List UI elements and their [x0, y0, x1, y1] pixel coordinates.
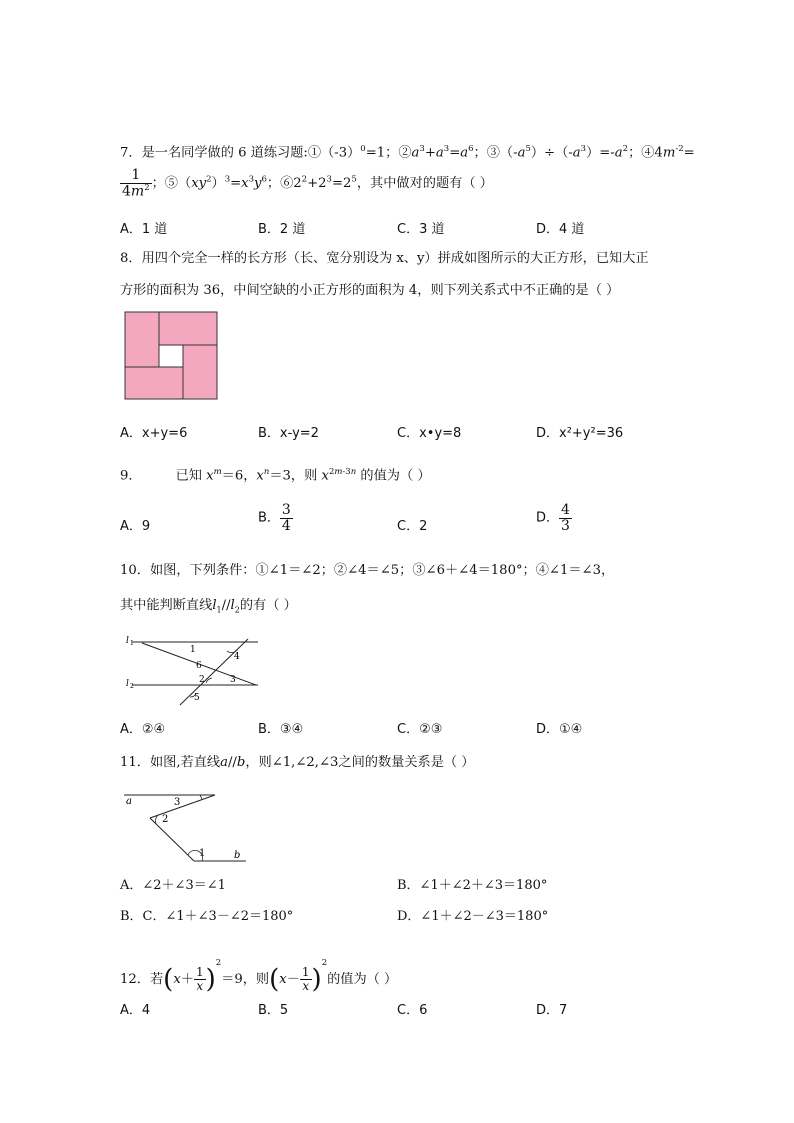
q12-option-d: D．7 — [536, 1003, 568, 1018]
q7-tail: ，其中做对的题有（ ） — [356, 176, 493, 192]
q9-option-b-frac — [280, 503, 293, 533]
q11-option-a: A．∠2＋∠3＝∠1 — [120, 878, 226, 893]
q8-rect-left — [125, 312, 159, 367]
q12-option-b: B．5 — [258, 1003, 289, 1018]
q9-option-b-label: B． — [258, 510, 280, 526]
q7-item3-eq: ）=- — [586, 145, 615, 161]
q7-item2: ② — [398, 145, 412, 161]
q7-item6: ；⑥2 — [266, 176, 302, 192]
q11-angle-3: 3 — [174, 797, 181, 808]
q11-option-d: D．∠1＋∠2－∠3＝180° — [397, 909, 549, 924]
q11-line-a: 11．如图,若直线 — [120, 755, 221, 770]
q8-option-b: B．x-y=2 — [258, 426, 319, 441]
q7-item4: ④4 — [641, 145, 663, 161]
q10-angle-5: 5 — [194, 693, 200, 703]
q11-segment-upper — [150, 795, 215, 818]
q8-option-a: A．x+y=6 — [120, 426, 188, 441]
q9-option-d-label: D． — [536, 510, 560, 526]
q11-line: 11．如图,若直线a//b，则∠1,∠2,∠3之间的数量关系是（ ） — [120, 755, 475, 770]
q11-figure — [122, 790, 252, 866]
q11-line-c: 之间的数量关系是（ ） — [338, 755, 475, 770]
q8-center-square — [159, 345, 183, 367]
q7-option-a: A．1 道 — [120, 222, 168, 237]
q10-angle-1: 1 — [190, 645, 196, 655]
q11-segment-lower — [150, 818, 194, 861]
q9-line: 9． 已知 $x^m=6$，$x^n=3$，则 $x^{2m-3n}$ 的值为（ ） — [120, 467, 431, 484]
q10-label-l1-sub: 1 — [130, 640, 134, 647]
q11-line-b: ，则 — [245, 755, 272, 770]
q9-text-b: ＝6， — [221, 468, 257, 484]
q7-line2: $\frac{1}{4m^2}$ ；$⑤(xy^2)^3=x^3y^6$；$⑥2^2+2^3=2^5$，其中做对的题有（ ） — [122, 167, 493, 200]
q9-number: 9． — [120, 468, 142, 484]
q10-line1: 10．如图，下列条件：①∠1＝∠2；②∠4＝∠5；③∠6＋∠4＝180°；④∠1＝∠3， — [120, 563, 615, 578]
q12-option-a: A．4 — [120, 1003, 151, 1018]
q8-rect-right — [183, 345, 217, 399]
q7-fraction — [120, 168, 152, 199]
q7-item4-eq: = — [683, 145, 695, 161]
q7-line1: 7．是一名同学做的 6 道练习题$:①(-3)^0=1$；$②a^3+a^3=a^6$；$③(-a^5)\div(-a^3)=-a^2$；$④4m^{-2}=$ — [120, 144, 695, 161]
q10-line2-b: 的有（ ） — [239, 598, 297, 613]
q7-item2-end: ； — [473, 145, 487, 161]
q9-d-num: 4 — [561, 502, 570, 518]
q10-angle-4: 4 — [234, 652, 240, 662]
q8-option-c: C．x•y=8 — [397, 426, 462, 441]
q10-line2: 其中能判断直线$l_1//l_2$的有（ ） — [120, 598, 297, 615]
q11-label-b: b — [234, 850, 241, 861]
q7-item3: ③（- — [486, 145, 518, 161]
q8-rect-top — [159, 312, 217, 345]
q7-item5-eq: = — [230, 176, 242, 192]
q9-text-a: 已知 — [175, 468, 202, 484]
q8-line2: 方形的面积为 36，中间空缺的小正方形的面积为 4，则下列关系式中不正确的是（ ） — [120, 283, 620, 298]
q11-option-c: B．C．∠1＋∠3－∠2＝180° — [120, 909, 294, 924]
q10-angle-2: 2 — [199, 675, 205, 685]
q10-option-c: C．②③ — [397, 722, 443, 737]
q7-lead: 是一名同学做的 6 道练习题: — [141, 145, 308, 161]
q11-angle-2: 2 — [162, 814, 169, 825]
q8-line1: 8．用四个完全一样的长方形（长、宽分别设为 x、y）拼成如图所示的大正方形，已知大正 — [120, 251, 649, 266]
q10-line2-a: 其中能判断直线 — [120, 598, 213, 613]
q7-option-b: B．2 道 — [258, 222, 306, 237]
q7-item6-plus: +2 — [307, 176, 327, 192]
q12-eq: ＝9，则 — [221, 972, 270, 987]
q11-angle-1: 1 — [199, 848, 206, 859]
q9-b-num: 3 — [281, 502, 291, 518]
q7-item6-eq: =2 — [331, 176, 352, 192]
q7-option-d: D．4 道 — [536, 222, 585, 237]
q9-d-den: 3 — [561, 517, 570, 534]
q9-option-d-frac — [559, 503, 572, 533]
q8-rect-bottom — [125, 367, 183, 399]
q7-item5: ；⑤（ — [151, 176, 192, 192]
q10-label-l1: l — [126, 636, 129, 646]
q9-option-a: A．9 — [120, 519, 151, 534]
q7-item3-mid: ）÷（- — [530, 145, 573, 161]
q8-square-figure — [124, 311, 218, 400]
q10-label-l2-sub: 2 — [130, 683, 134, 690]
q8-option-d: D．x²+y²=36 — [536, 426, 624, 441]
q10-option-d: D．①④ — [536, 722, 583, 737]
q12-option-c: C．6 — [397, 1003, 428, 1018]
q11-option-b: B．∠1＋∠2＋∠3＝180° — [397, 878, 548, 893]
q7-item3-end: ； — [628, 145, 642, 161]
q10-option-a: A．②④ — [120, 722, 166, 737]
q10-angle-3: 3 — [230, 675, 236, 685]
q7-number: 7． — [120, 145, 142, 161]
q9-option-b — [258, 503, 293, 533]
q9-text-c: ＝3，则 — [269, 468, 318, 484]
q11-label-a: a — [126, 796, 132, 807]
q10-figure — [124, 634, 260, 706]
q7-frac-num: 1 — [131, 167, 141, 183]
q9-option-d — [536, 503, 572, 533]
q7-item1-end: =1； — [365, 145, 399, 161]
q9-b-den: 4 — [281, 517, 291, 534]
q7-item5-close: ） — [211, 176, 225, 192]
q7-option-c: C．3 道 — [397, 222, 445, 237]
q10-angle-6: 6 — [196, 661, 202, 671]
q7-frac-den: $4m^2$ — [122, 182, 150, 200]
q10-option-b: B．③④ — [258, 722, 304, 737]
q12-tail: 的值为（ ） — [327, 972, 398, 987]
q12-line: 12．若(x＋ $\frac{1}{x}$ )$^2$＝9，则(x－ $\frac{1}{x}$ )$^2$的值为（ ） — [120, 958, 398, 995]
q7-item1: ①（-3） — [307, 145, 361, 161]
q11-arc-3 — [200, 795, 202, 800]
q9-text-d: 的值为（ ） — [360, 468, 431, 484]
q12-number: 12．若 — [120, 972, 164, 987]
q9-option-c: C．2 — [397, 519, 428, 534]
q10-label-l2: l — [126, 679, 129, 689]
